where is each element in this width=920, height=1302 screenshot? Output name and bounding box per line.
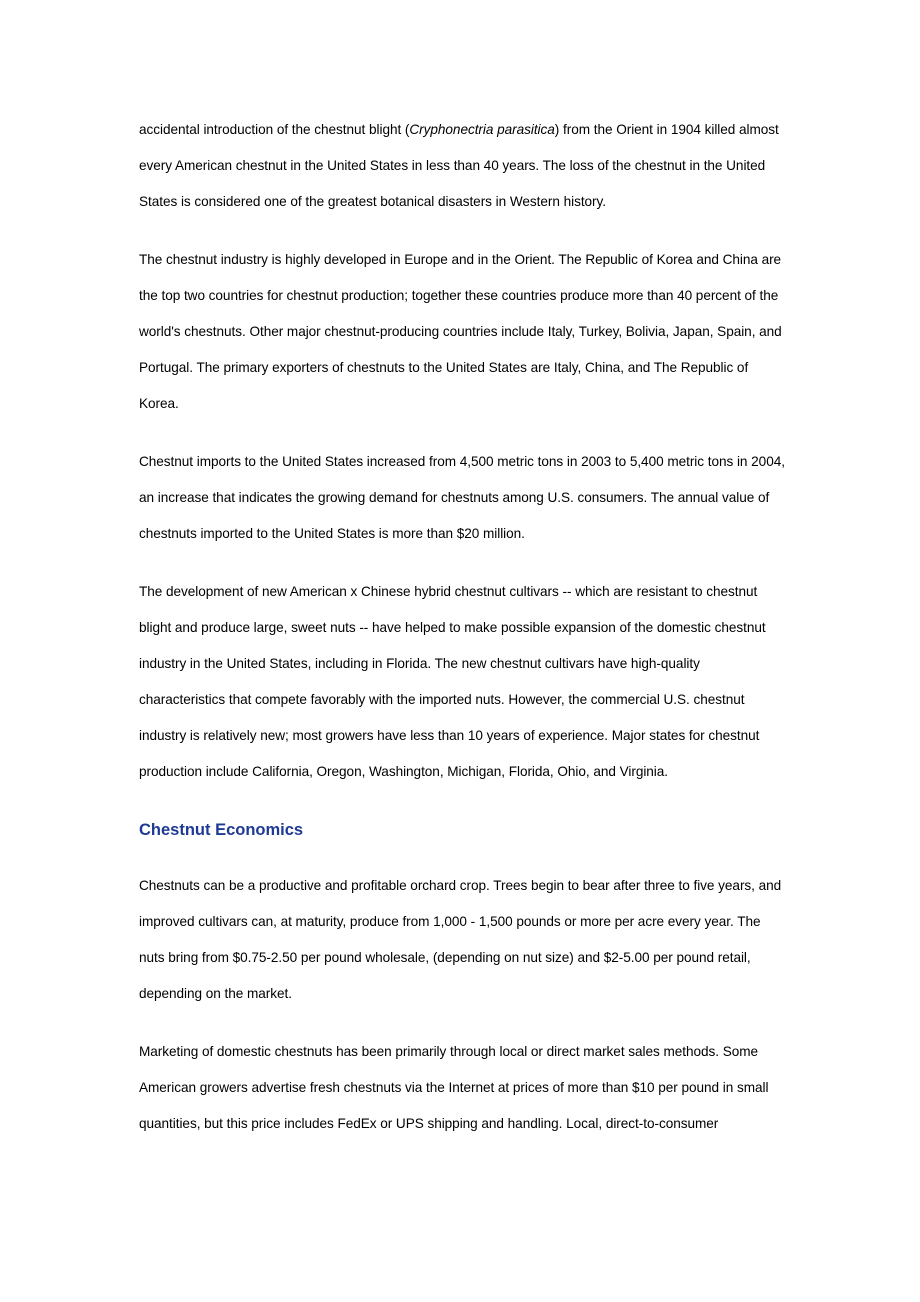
paragraph-chestnut-blight	[139, 112, 789, 220]
paragraph-chestnut-imports: Chestnut imports to the United States increased from 4,500 metric tons in 2003 to 5,400 metric tons in 2004, an increase that indicates the growing demand for chestnuts among U.S. consumers. The annual value of chestnuts imported to the United States is more than $20 million.	[139, 454, 785, 541]
paragraph-chestnut-economics: Chestnuts can be a productive and profitable orchard crop. Trees begin to bear after three to five years, and improved cultivars can, at maturity, produce from 1,000 - 1,500 pounds or more per acre every year. The nuts bring from $0.75-2.50 per pound wholesale, (depending on nut size) and $2-5.00 per pound retail, depending on the market.	[139, 878, 782, 1001]
paragraph-chestnut-industry: The chestnut industry is highly developed in Europe and in the Orient. The Republic of Korea and China are the top two countries for chestnut production; together these countries produce more than 40 percent of the world's chestnuts. Other major chestnut-producing countries include Italy, Turkey, Bolivia, Japan, Spain, and Portugal. The primary exporters of chestnuts to the United States are Italy, China, and The Republic of Korea.	[139, 252, 782, 411]
paragraph-text: ) from the Orient in 1904 killed almost every American chestnut in the United States in less than 40 years. The loss of the chestnut in the United States is considered one of the greatest botanical disasters in Western history.	[139, 122, 779, 209]
paragraph-hybrid-cultivars: The development of new American x Chinese hybrid chestnut cultivars -- which are resistant to chestnut blight and produce large, sweet nuts -- have helped to make possible expansion of the domestic chestnut industry in the United States, including in Florida. The new chestnut cultivars have high-quality characteristics that compete favorably with the imported nuts. However, the commercial U.S. chestnut industry is relatively new; most growers have less than 10 years of experience. Major states for chestnut production include California, Oregon, Washington, Michigan, Florida, Ohio, and Virginia.	[139, 584, 766, 779]
paragraph-text: accidental introduction of the chestnut blight (	[139, 122, 410, 137]
species-name-italic: Cryphonectria parasitica	[409, 122, 555, 137]
document-body	[139, 112, 789, 1164]
paragraph-chestnut-marketing: Marketing of domestic chestnuts has been primarily through local or direct market sales methods. Some American growers advertise fresh chestnuts via the Internet at prices of more than $10 per pound in small quantities, but this price includes FedEx or UPS shipping and handling. Local, direct-to-consumer	[139, 1044, 769, 1131]
section-heading-chestnut-economics: Chestnut Economics	[139, 821, 304, 839]
